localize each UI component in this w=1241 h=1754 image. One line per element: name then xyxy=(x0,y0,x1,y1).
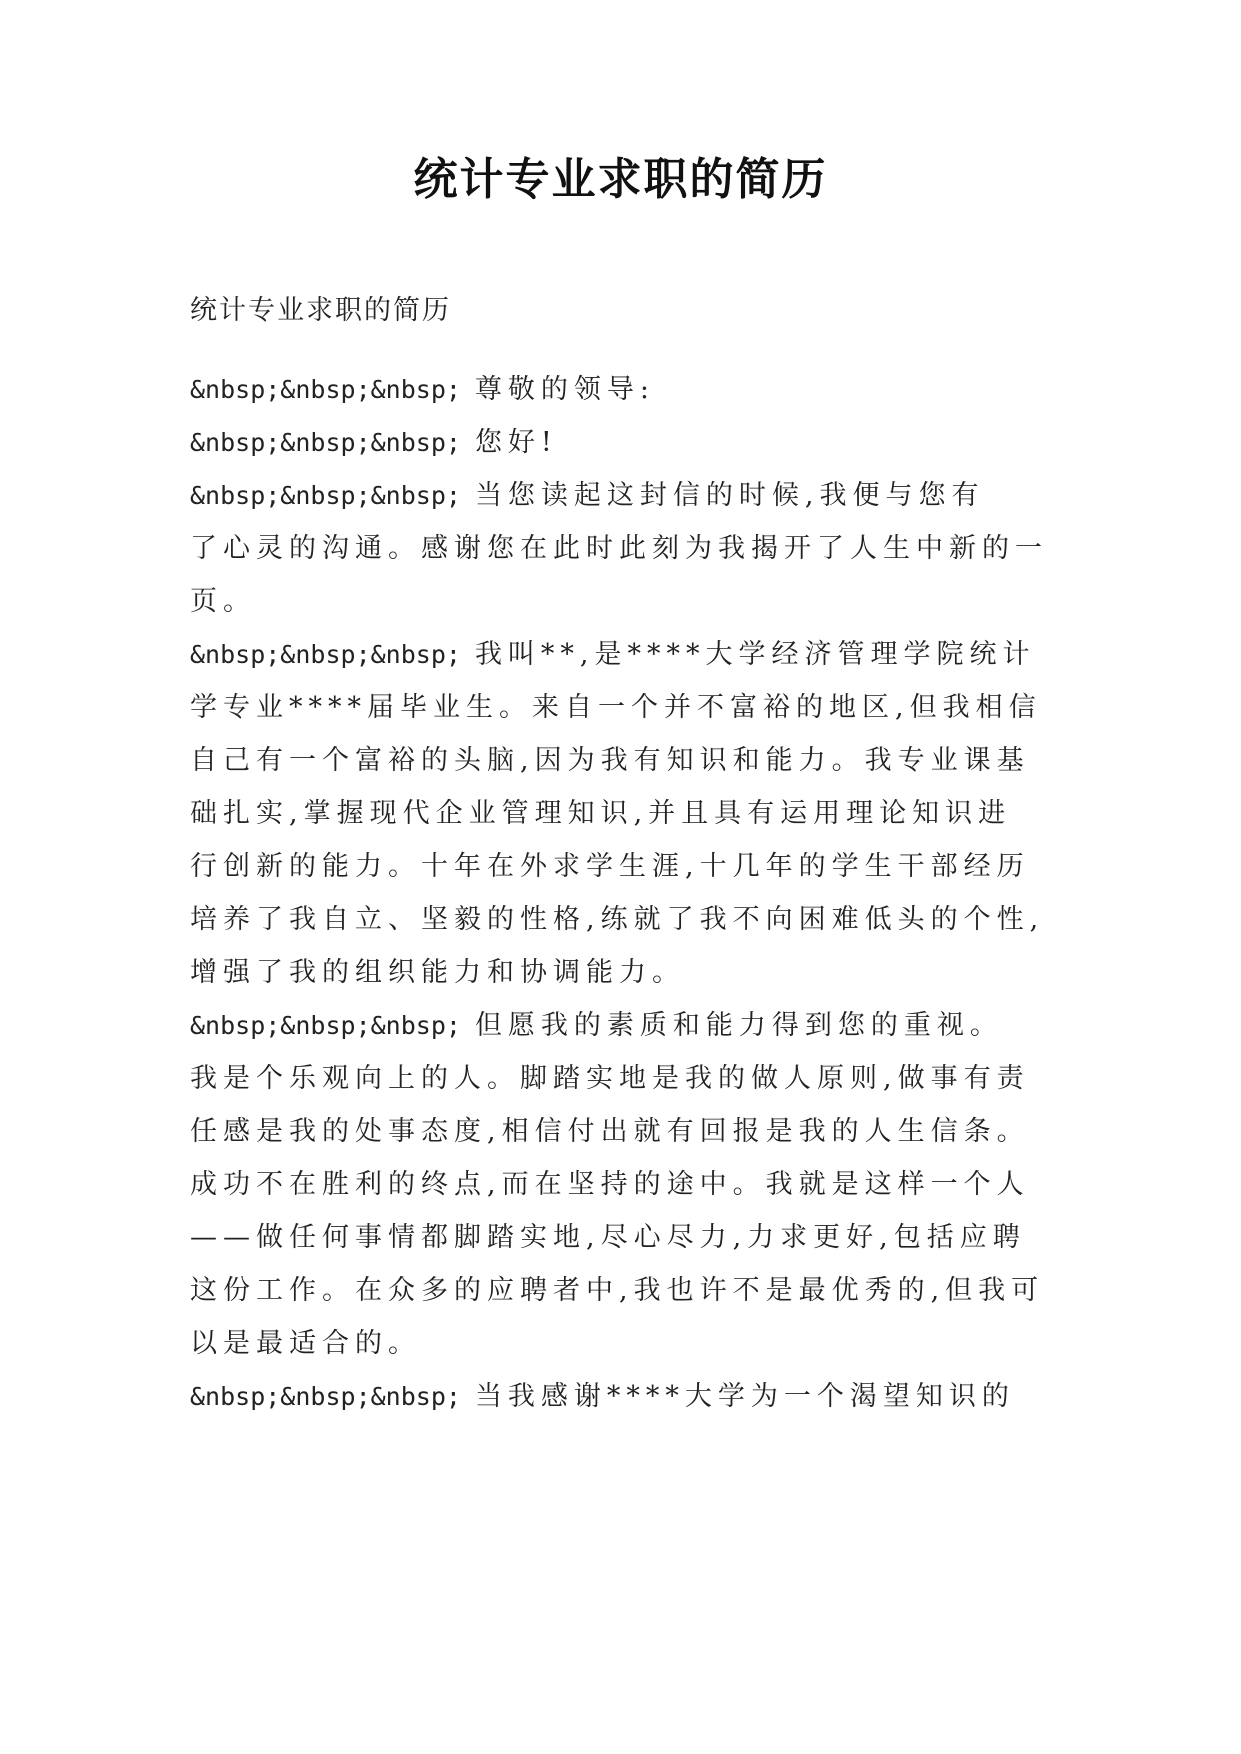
paragraph-line: 自己有一个富裕的头脑,因为我有知识和能力。我专业课基 xyxy=(190,745,1030,776)
indent-marker: &nbsp;&nbsp;&nbsp; xyxy=(190,375,461,404)
paragraph-line: 行创新的能力。十年在外求学生涯,十几年的学生干部经历 xyxy=(190,851,1030,882)
document-title: 统计专业求职的简历 xyxy=(413,154,828,205)
indent-marker: &nbsp;&nbsp;&nbsp; xyxy=(190,481,461,510)
paragraph-line: 培养了我自立、坚毅的性格,练就了我不向困难低头的个性, xyxy=(190,904,1045,935)
indent-marker: &nbsp;&nbsp;&nbsp; xyxy=(190,428,461,457)
paragraph-line: 我是个乐观向上的人。脚踏实地是我的做人原则,做事有责 xyxy=(190,1063,1030,1094)
paragraph-line: 了心灵的沟通。感谢您在此时此刻为我揭开了人生中新的一 xyxy=(190,533,1048,564)
paragraph-line: ——做任何事情都脚踏实地,尽心尽力,力求更好,包括应聘 xyxy=(190,1222,1026,1253)
paragraph-line: 以是最适合的。 xyxy=(190,1328,421,1359)
paragraph-line: 任感是我的处事态度,相信付出就有回报是我的人生信条。 xyxy=(190,1116,1030,1147)
paragraph-line: 这份工作。在众多的应聘者中,我也许不是最优秀的,但我可 xyxy=(190,1275,1045,1306)
paragraph-line: &nbsp;&nbsp;&nbsp; 当我感谢****大学为一个渴望知识的 xyxy=(190,1381,1015,1412)
paragraph-line: &nbsp;&nbsp;&nbsp; 但愿我的素质和能力得到您的重视。 xyxy=(190,1010,1003,1041)
paragraph-line: &nbsp;&nbsp;&nbsp; 我叫**,是****大学经济管理学院统计 xyxy=(190,639,1036,670)
paragraph-line: 增强了我的组织能力和协调能力。 xyxy=(190,957,685,988)
paragraph-line: 础扎实,掌握现代企业管理知识,并且具有运用理论知识进 xyxy=(190,798,1012,829)
indent-marker: &nbsp;&nbsp;&nbsp; xyxy=(190,1382,461,1411)
indent-marker: &nbsp;&nbsp;&nbsp; xyxy=(190,1011,461,1040)
indent-marker: &nbsp;&nbsp;&nbsp; xyxy=(190,640,461,669)
paragraph-line: &nbsp;&nbsp;&nbsp; 当您读起这封信的时候,我便与您有 xyxy=(190,480,985,511)
document-subtitle: 统计专业求职的简历 xyxy=(190,295,451,326)
paragraph-line: &nbsp;&nbsp;&nbsp; 您好! xyxy=(190,427,558,458)
paragraph-line: 学专业****届毕业生。来自一个并不富裕的地区,但我相信 xyxy=(190,692,1042,723)
paragraph-line: 成功不在胜利的终点,而在坚持的途中。我就是这样一个人 xyxy=(190,1169,1030,1200)
paragraph-line: 页。 xyxy=(190,586,256,617)
paragraph-line: &nbsp;&nbsp;&nbsp; 尊敬的领导: xyxy=(190,374,656,405)
